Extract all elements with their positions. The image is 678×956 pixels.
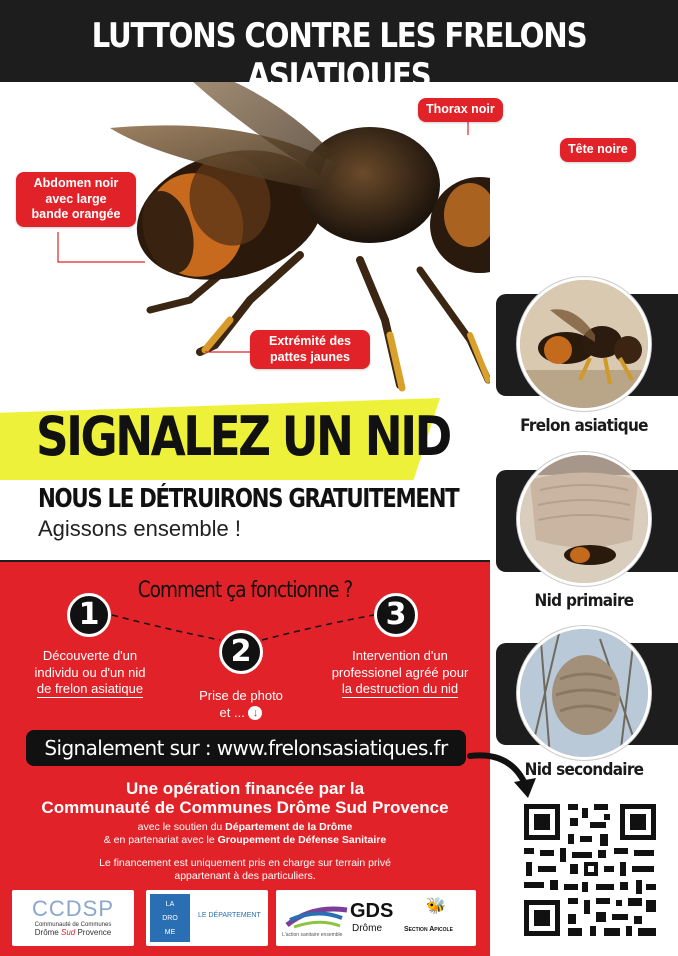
step-1-text: Découverte d'un individu ou d'un nid de frelon asiatique [34,648,146,697]
step-number-2: 2 [219,630,263,674]
label-head: Tête noire [560,138,636,162]
primary-nest-photo-icon [520,455,648,583]
how-title: Comment ça fonctionne ? [137,578,353,603]
funding-support: avec le soutien du Département de la Drôme & en partenariat avec le Groupement de Défense Sanitaire [103,821,387,847]
label-legs: Extrémité des pattes jaunes [250,330,370,369]
hornet-illustration [0,82,490,398]
step-number-3: 3 [374,593,418,637]
arrow-down-icon: ↓ [248,706,262,720]
label-abdomen: Abdomen noir avec large bande orangée [16,172,136,227]
header-banner [0,0,678,96]
cta-tagline: Agissons ensemble ! [38,516,241,541]
label-thorax: Thorax noir [418,98,503,122]
step-2-text: Prise de photo et ... ↓ [199,688,283,720]
secondary-nest-photo-icon [520,629,648,757]
photo-primary-nest [517,452,651,586]
caption-primary-nest: Nid primaire [534,591,634,611]
hornet-photo-icon [520,280,648,408]
cta-subtitle: NOUS LE DÉTRUIRONS GRATUITEMENT [38,484,459,514]
bee-icon: 🐝 [426,898,446,915]
step-3-text: Intervention d'un professionel agréé pour la destruction du nid [331,648,469,697]
caption-secondary-nest: Nid secondaire [524,760,644,780]
funding-heading: Une opération financée par la Communauté de Communes Drôme Sud Provence [41,779,449,817]
report-url-link[interactable]: www.frelonsasiatiques.fr [216,736,448,760]
page-title: LUTTONS CONTRE LES FRELONS ASIATIQUES [91,16,587,96]
step-number-1: 1 [67,593,111,637]
logo-departement-drome: LA DRO ME LE DÉPARTEMENT [146,890,268,946]
report-url-bar[interactable]: Signalement sur : www.frelonsasiatiques.fr [26,730,466,766]
logo-ccdsp: CCDSP Communauté de Communes Drôme Sud Provence [12,890,134,946]
drome-block: LA DRO ME [150,894,190,942]
photo-secondary-nest [517,626,651,760]
logo-gds-apicole: L'action sanitaire ensemble GDS Drôme 🐝 Section Apicole [276,890,476,946]
photo-hornet [517,277,651,411]
qr-code[interactable] [520,800,660,940]
cta-title: SIGNALEZ UN NID [36,405,450,468]
funding-note: Le financement est uniquement pris en charge sur terrain privé appartenant à des particuliers. [99,857,391,883]
caption-hornet: Frelon asiatique [520,416,648,436]
gds-swoosh-icon [282,900,352,930]
